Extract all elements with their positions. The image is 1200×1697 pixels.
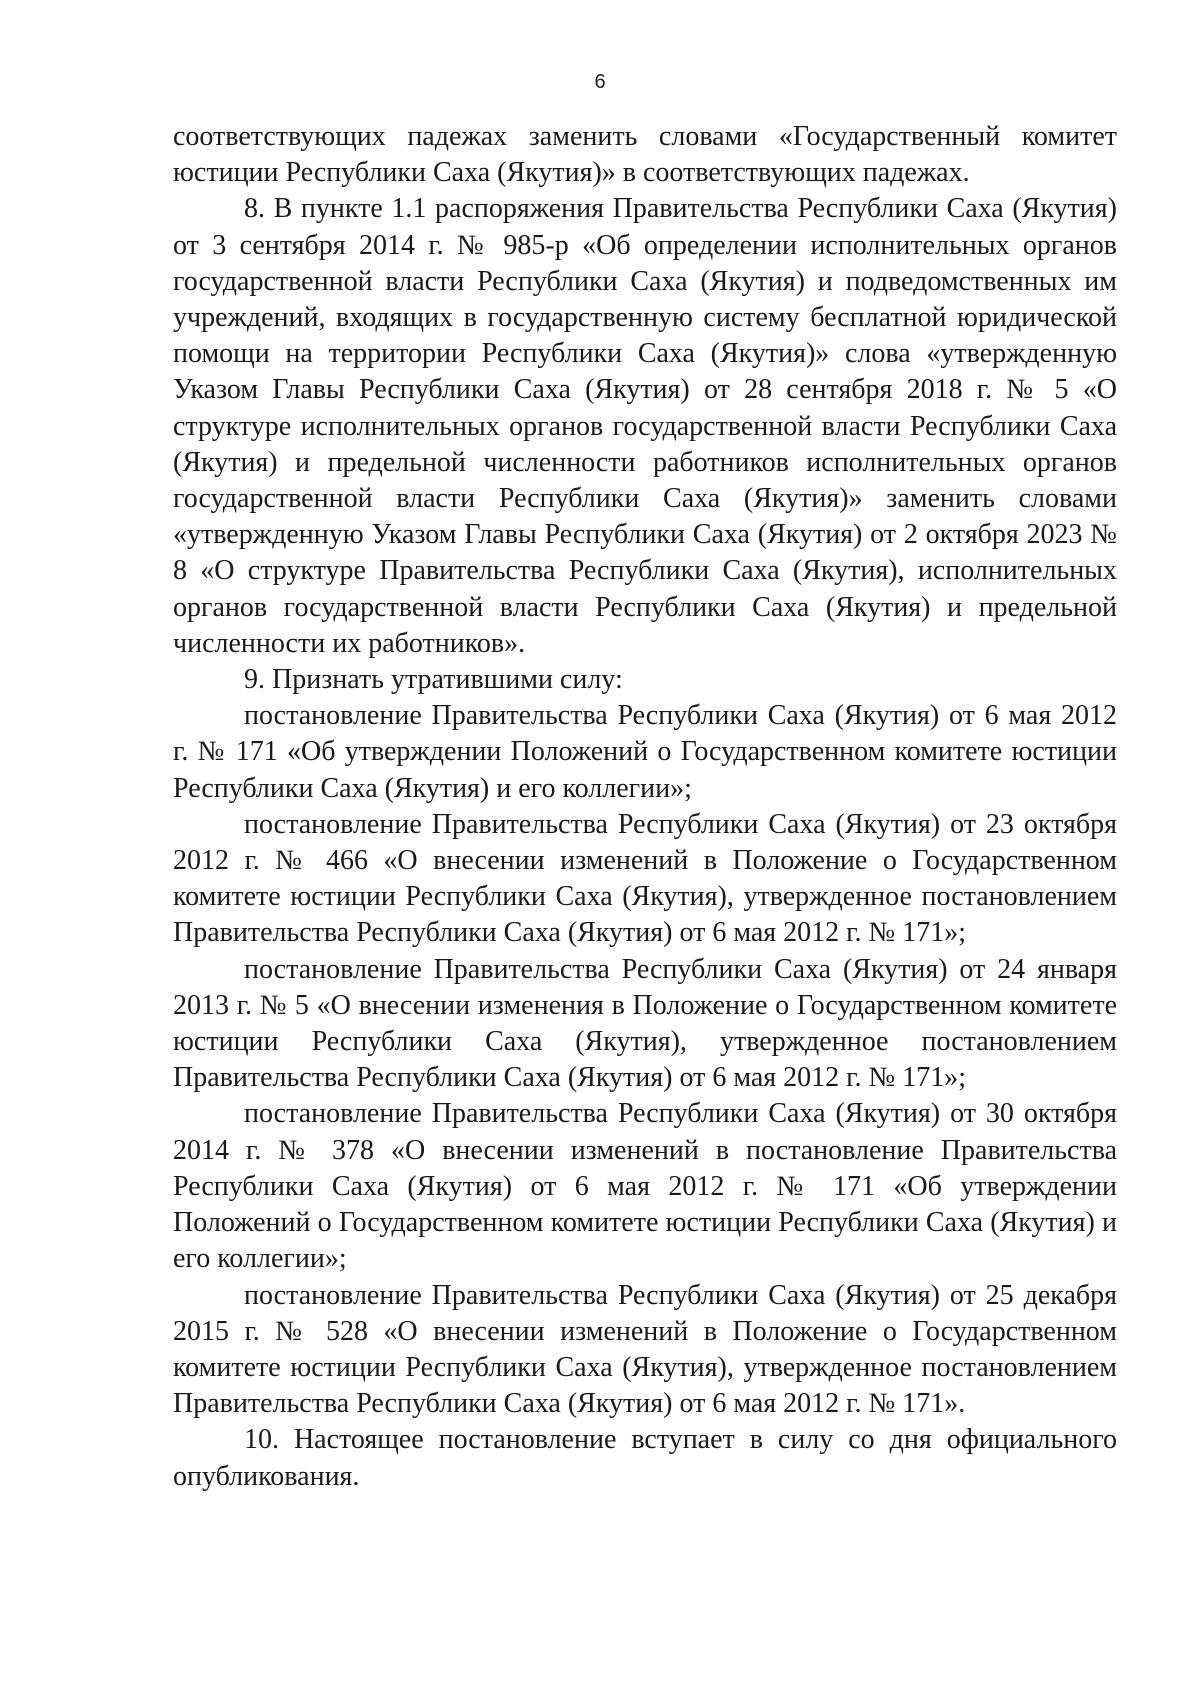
paragraph-item-9-repeal-1: постановление Правительства Республики Саха (Якутия) от 6 мая 2012 г. № 171 «Об утверждении Положений о Государственном комитете юстиции Республики Саха (Якутия) и его коллегии»; <box>173 700 1117 804</box>
paragraph-continuation: соответствующих падежах заменить словами «Государственный комитет юстиции Республики Саха (Якутия)» в соответствующих падежах. <box>173 121 1117 189</box>
paragraph-item-9-repeal-3: постановление Правительства Республики Саха (Якутия) от 24 января 2013 г. № 5 «О внесении изменения в Положение о Государственном комитете юстиции Республики Саха (Якутия), утвержденное постановлением Правительства Республики Саха (Якутия) от 6 мая 2012 г. № 171»; <box>173 953 1117 1094</box>
paragraph-item-10: 10. Настоящее постановление вступает в силу со дня официального опубликования. <box>173 1424 1117 1492</box>
paragraph-item-8: 8. В пункте 1.1 распоряжения Правительства Республики Саха (Якутия) от 3 сентября 2014 г. № 985-р «Об определении исполнительных органов государственной власти Республики Саха (Якутия) и подведомственных им учреждений, входящих в государственную систему бесплатной юридической помощи на территории Республики Саха (Якутия)» слова «утвержденную Указом Главы Республики Саха (Якутия) от 28 сентября 2018 г. № 5 «О структуре исполнительных органов государственной власти Республики Саха (Якутия) и предельной численности работников исполнительных органов государственной власти Республики Саха (Якутия)» заменить словами «утвержденную Указом Главы Республики Саха (Якутия) от 2 октября 2023 № 8 «О структуре Правительства Республики Саха (Якутия), исполнительных органов государственной власти Республики Саха (Якутия) и предельной численности их работников». <box>173 193 1117 659</box>
paragraph-item-9-repeal-5: постановление Правительства Республики Саха (Якутия) от 25 декабря 2015 г. № 528 «О внесении изменений в Положение о Государственном комитете юстиции Республики Саха (Якутия), утвержденное постановлением Правительства Республики Саха (Якутия) от 6 мая 2012 г. № 171». <box>173 1279 1117 1420</box>
document-body <box>173 119 1117 1495</box>
paragraph-item-9-repeal-2: постановление Правительства Республики Саха (Якутия) от 23 октября 2012 г. № 466 «О внесении изменений в Положение о Государственном комитете юстиции Республики Саха (Якутия), утвержденное постановлением Правительства Республики Саха (Якутия) от 6 мая 2012 г. № 171»; <box>173 808 1117 949</box>
page-number: 6 <box>594 71 606 93</box>
paragraph-item-9: 9. Признать утратившими силу: <box>244 664 623 696</box>
paragraph-item-9-repeal-4: постановление Правительства Республики Саха (Якутия) от 30 октября 2014 г. № 378 «О внесении изменений в постановление Правительства Республики Саха (Якутия) от 6 мая 2012 г. № 171 «Об утверждении Положений о Государственном комитете юстиции Республики Саха (Якутия) и его коллегии»; <box>173 1098 1117 1275</box>
